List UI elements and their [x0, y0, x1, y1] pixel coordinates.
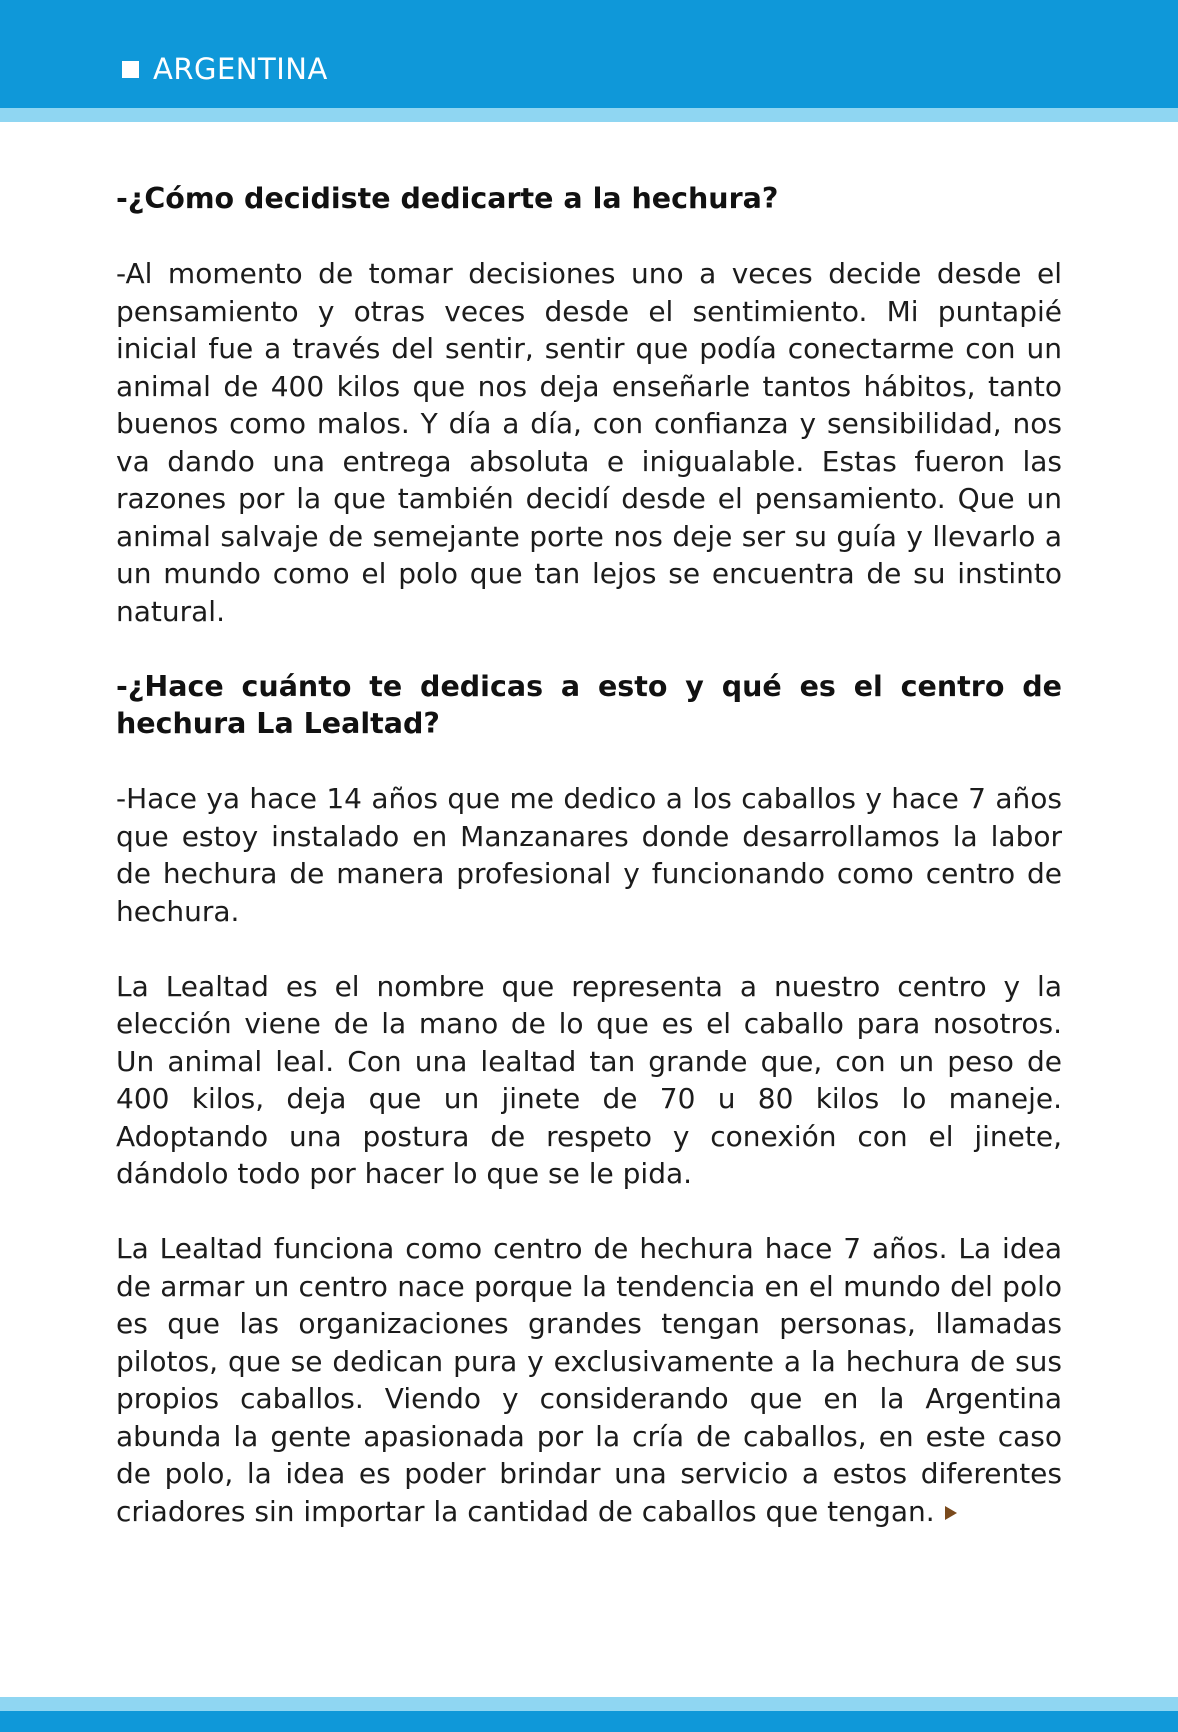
- paragraph-4-text: La Lealtad funciona como centro de hechura hace 7 años. La idea de armar un centro nace porque la tendencia en el mundo del polo es que las organizaciones grandes tengan personas, llamadas pilotos, que se dedican pura y exclusivamente a la hechura de sus propios caballos. Viendo y considerando que en la Argentina abunda la gente apasionada por la cría de caballos, en este caso de polo, la idea es poder brindar una servicio a estos diferentes criadores sin importar la cantidad de caballos que tengan.: [116, 1232, 1062, 1528]
- question-2: -¿Hace cuánto te dedicas a esto y qué es el centro de hechura La Lealtad?: [116, 669, 1062, 740]
- section-title: ARGENTINA: [153, 52, 328, 86]
- triangle-right-icon: [945, 1506, 957, 1520]
- answer-1: -Al momento de tomar decisiones uno a veces decide desde el pensamiento y otras veces desde el sentimiento. Mi puntapié inicial fue a través del sentir, sentir que podía conectarme con un animal de 400 kilos que nos deja enseñarle tantos hábitos, tanto buenos como malos. Y día a día, con confianza y sensibilidad, nos va dando una entrega absoluta e inigualable. Estas fueron las razones por la que también decidí desde el pensamiento. Que un animal salvaje de semejante porte nos deje ser su guía y llevarlo a un mundo como el polo que tan lejos se encuentra de su instinto natural.: [116, 257, 1062, 628]
- answer-2: -Hace ya hace 14 años que me dedico a los caballos y hace 7 años que estoy instalado en Manzanares donde desarrollamos la labor de hechura de manera profesional y funcionando como centro de hechura.: [116, 782, 1062, 928]
- paragraph-3: La Lealtad es el nombre que representa a nuestro centro y la elección viene de la mano de lo que es el caballo para nosotros. Un animal leal. Con una lealtad tan grande que, con un peso de 400 kilos, deja que un jinete de 70 u 80 kilos lo maneje. Adoptando una postura de respeto y conexión con el jinete, dándolo todo por hacer lo que se le pida.: [116, 969, 1062, 1190]
- question-1: -¿Cómo decidiste dedicarte a la hechura?: [116, 182, 779, 215]
- paragraph-4: [116, 1230, 1062, 1530]
- header-stripe: [0, 108, 1178, 122]
- square-bullet-icon: [122, 61, 139, 78]
- footer-stripe: [0, 1697, 1178, 1711]
- footer-band: [0, 1711, 1178, 1732]
- article-body: [116, 180, 1062, 1530]
- section-header: [122, 52, 328, 86]
